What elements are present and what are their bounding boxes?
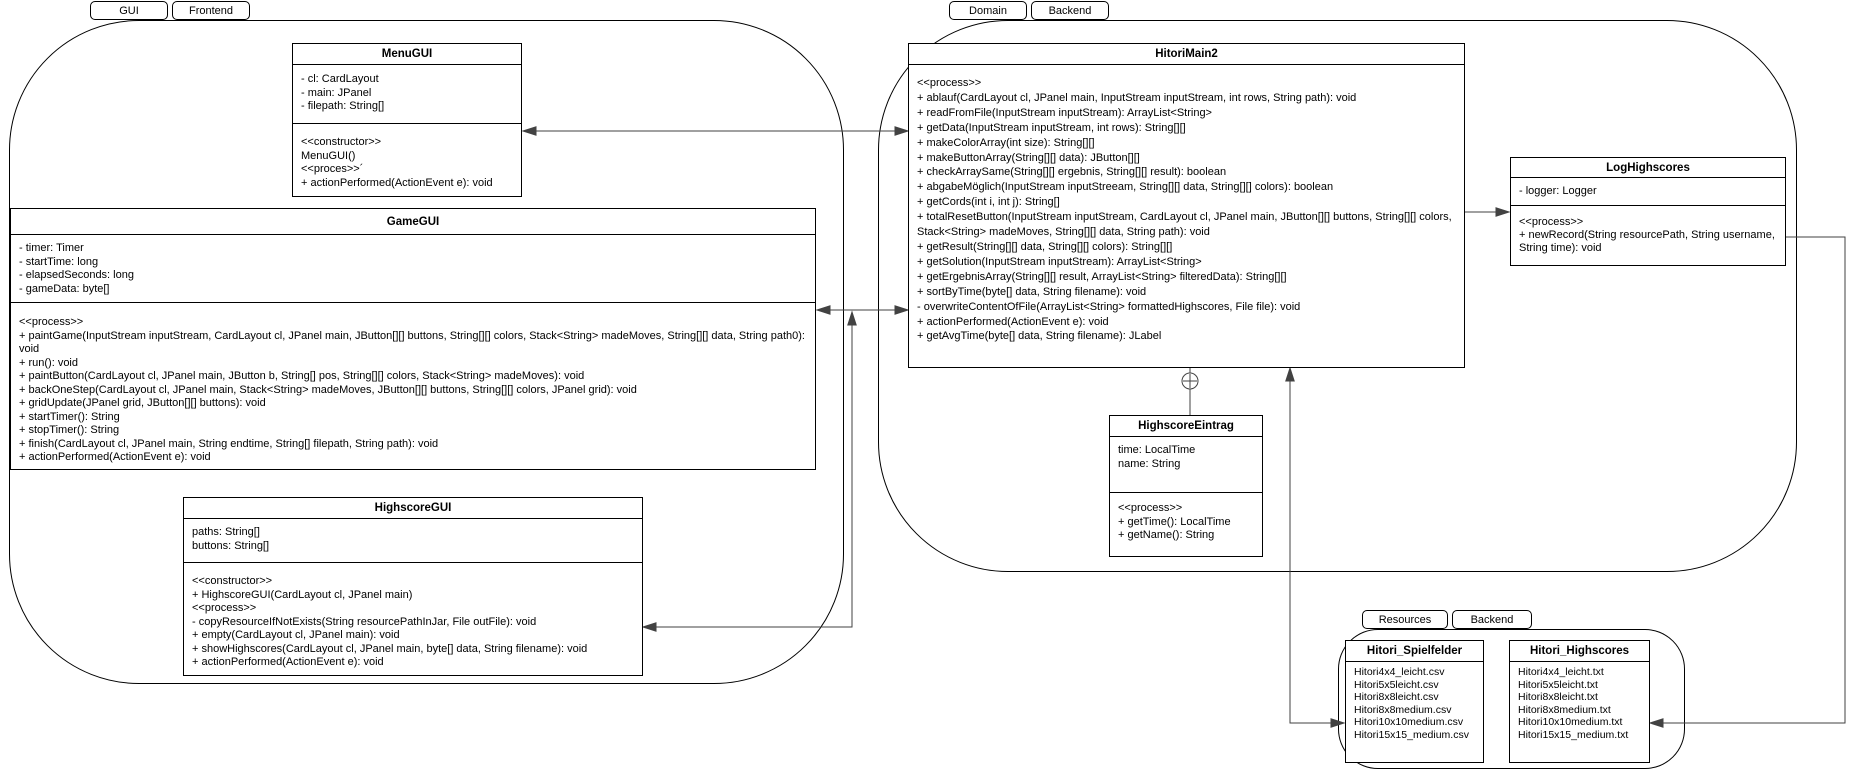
file-list	[1510, 662, 1649, 762]
operation: + finish(CardLayout cl, JPanel main, String endtime, String[] filepath, String path): void	[19, 437, 439, 450]
file-entry: Hitori8x8medium.txt	[1518, 703, 1611, 716]
operation: + showHighscores(CardLayout cl, JPanel main, byte[] data, String filename): void	[192, 642, 588, 655]
file-entry: Hitori5x5leicht.txt	[1518, 678, 1598, 691]
operation: + stopTimer(): String	[19, 424, 120, 436]
operation: + totalResetButton(InputStream inputStream, CardLayout cl, JPanel main, JButton[][] buttons, String[][] colors, Stack<String> madeMoves, String[][] data, String path): void	[917, 211, 1452, 239]
attribute: name: String	[1118, 457, 1181, 470]
operations-compartment	[293, 124, 521, 196]
class-title: HighscoreGUI	[184, 498, 642, 519]
class-title: MenuGUI	[293, 44, 521, 65]
file-list	[1346, 662, 1483, 762]
class-title: HighscoreEintrag	[1110, 416, 1262, 437]
operation: + getErgebnisArray(String[][] result, ArrayList<String> filteredData): String[][]	[917, 270, 1287, 283]
class-highscoregui[interactable]	[183, 497, 643, 676]
operation: + sortByTime(byte[] data, String filename): void	[917, 285, 1147, 298]
attribute: - timer: Timer	[19, 242, 84, 254]
operation: + getName(): String	[1118, 529, 1215, 541]
operation: + actionPerformed(ActionEvent e): void	[301, 176, 493, 189]
package-tab-frontend[interactable]: Frontend	[172, 1, 250, 20]
operation: + actionPerformed(ActionEvent e): void	[192, 656, 384, 668]
operation: + abgabeMöglich(InputStream inputStreeam, String[][] data, String[][] colors): boolean	[917, 181, 1334, 194]
operation: + getSolution(InputStream inputStream): ArrayList<String>	[917, 255, 1202, 268]
attribute: paths: String[]	[192, 526, 260, 538]
operation: + getTime(): LocalTime	[1118, 515, 1231, 528]
class-hitori-spielfelder[interactable]	[1345, 640, 1484, 763]
operation: + ablauf(CardLayout cl, JPanel main, InputStream inputStream, int rows, String path): void	[917, 91, 1357, 104]
attribute: - gameData: byte[]	[19, 282, 110, 295]
operation: <<proces>>´	[301, 163, 364, 175]
file-entry: Hitori15x15_medium.csv	[1354, 728, 1469, 741]
operation: + actionPerformed(ActionEvent e): void	[19, 451, 211, 463]
operation: + startTimer(): String	[19, 410, 120, 423]
operation: MenuGUI()	[301, 149, 356, 162]
attributes-compartment	[184, 519, 642, 563]
arrowhead-icon	[848, 312, 856, 325]
package-tab-resources[interactable]: Resources	[1362, 610, 1448, 629]
operation: + paintButton(CardLayout cl, JPanel main, JButton b, String[] pos, String[][] colors, Stack<String> madeMoves): void	[19, 370, 585, 382]
package-tab-backend-resources[interactable]: Backend	[1452, 610, 1532, 629]
attributes-compartment	[1110, 437, 1262, 493]
operation: <<process>>	[192, 602, 257, 614]
file-entry: Hitori4x4_leicht.txt	[1518, 666, 1604, 678]
operation: <<process>>	[1519, 216, 1584, 228]
class-hitorimain2[interactable]	[908, 43, 1465, 368]
operation: + getResult(String[][] data, String[][] colors): String[][]	[917, 240, 1173, 253]
file-entry: Hitori8x8leicht.csv	[1354, 691, 1439, 704]
operation: <<constructor>>	[301, 136, 382, 148]
attribute: - logger: Logger	[1519, 185, 1597, 197]
operations-compartment	[184, 563, 642, 675]
file-entry: Hitori4x4_leicht.csv	[1354, 666, 1445, 678]
operation: + actionPerformed(ActionEvent e): void	[917, 315, 1109, 328]
operations-compartment	[909, 65, 1464, 367]
package-tab-gui[interactable]: GUI	[90, 1, 168, 20]
operation: + run(): void	[19, 356, 78, 369]
class-title: LogHighscores	[1511, 158, 1785, 178]
operation: + backOneStep(CardLayout cl, JPanel main, Stack<String> madeMoves, JButton[][] buttons, String[][] colors, JPanel grid): void	[19, 383, 637, 396]
operation: <<process>>	[1118, 502, 1183, 514]
file-entry: Hitori8x8leicht.txt	[1518, 691, 1598, 704]
file-entry: Hitori5x5leicht.csv	[1354, 678, 1439, 691]
attribute: time: LocalTime	[1118, 444, 1196, 456]
operation: + checkArraySame(String[][] ergebnis, String[][] result): boolean	[917, 166, 1227, 179]
attribute: - main: JPanel	[301, 86, 372, 99]
file-entry: Hitori15x15_medium.txt	[1518, 728, 1629, 741]
class-hitori-highscores[interactable]	[1509, 640, 1650, 763]
operations-compartment	[1110, 493, 1262, 556]
operation: + empty(CardLayout cl, JPanel main): void	[192, 629, 400, 641]
operation: + getCords(int i, int j): String[]	[917, 196, 1060, 209]
class-highscoreeintrag[interactable]	[1109, 415, 1263, 557]
operation: <<process>>	[19, 316, 84, 328]
class-menugui[interactable]	[292, 43, 522, 197]
class-loghighscores[interactable]	[1510, 157, 1786, 266]
operation: + makeButtonArray(String[][] data): JButton[][]	[917, 151, 1140, 164]
operation: - copyResourceIfNotExists(String resourcePathInJar, File outFile): void	[192, 615, 537, 628]
operation: + getData(InputStream inputStream, int rows): String[][]	[917, 121, 1186, 134]
attribute: - cl: CardLayout	[301, 73, 379, 85]
operation: + HighscoreGUI(CardLayout cl, JPanel main)	[192, 588, 413, 601]
attribute: buttons: String[]	[192, 539, 270, 552]
class-title: Hitori_Spielfelder	[1346, 641, 1483, 662]
attributes-compartment	[293, 65, 521, 124]
file-entry: Hitori10x10medium.csv	[1354, 716, 1464, 729]
class-gamegui[interactable]	[10, 208, 816, 470]
attribute: - startTime: long	[19, 255, 99, 268]
attributes-compartment	[1511, 178, 1785, 206]
operation: + readFromFile(InputStream inputStream): ArrayList<String>	[917, 106, 1212, 119]
operation: + paintGame(InputStream inputStream, CardLayout cl, JPanel main, JButton[][] buttons, String[][] colors, Stack<String> madeMoves, String[][] data, String path0): void	[19, 329, 805, 355]
attribute: - filepath: String[]	[301, 100, 385, 112]
attribute: - elapsedSeconds: long	[19, 269, 134, 281]
operations-compartment	[1511, 206, 1785, 265]
operation: + getAvgTime(byte[] data, String filename): JLabel	[917, 330, 1162, 343]
operation: <<process>>	[917, 77, 982, 89]
operation: - overwriteContentOfFile(ArrayList<String> formattedHighscores, File file): void	[917, 300, 1301, 313]
class-title: Hitori_Highscores	[1510, 641, 1649, 662]
package-tab-backend[interactable]: Backend	[1031, 1, 1109, 20]
class-title: GameGUI	[11, 209, 815, 235]
operation: + gridUpdate(JPanel grid, JButton[][] buttons): void	[19, 397, 266, 409]
attributes-compartment	[11, 235, 815, 303]
class-title: HitoriMain2	[909, 44, 1464, 65]
operations-compartment	[11, 303, 815, 469]
operation: + newRecord(String resourcePath, String username, String time): void	[1519, 229, 1775, 254]
file-entry: Hitori8x8medium.csv	[1354, 703, 1452, 716]
file-entry: Hitori10x10medium.txt	[1518, 716, 1623, 729]
operation: + makeColorArray(int size): String[][]	[917, 136, 1095, 149]
package-tab-domain[interactable]: Domain	[949, 1, 1027, 20]
operation: <<constructor>>	[192, 575, 273, 587]
